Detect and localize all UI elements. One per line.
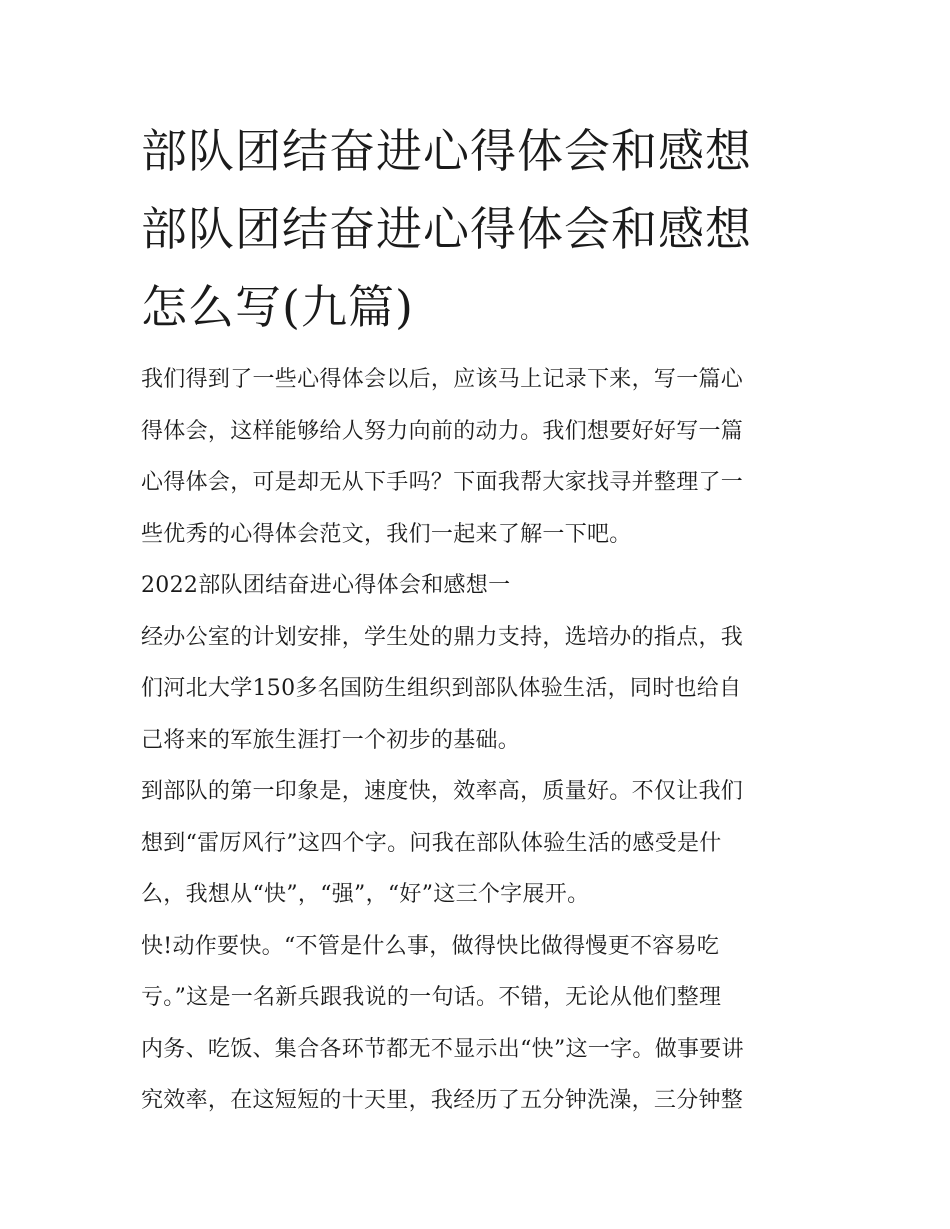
intro-paragraph <box>141 354 813 560</box>
text-line: 们河北大学150多名国防生组织到部队体验生活，同时也给自 <box>141 676 742 701</box>
text-line: 己将来的军旅生涯打一个初步的基础。 <box>141 727 521 753</box>
text-line: 想到“雷厉风行”这四个字。问我在部队体验生活的感受是什 <box>141 830 722 856</box>
text-line: 心得体会，可是却无从下手吗？下面我帮大家找寻并整理了一 <box>141 470 744 495</box>
document-page <box>141 112 813 1127</box>
text-line: 亏。”这是一名新兵跟我说的一句话。不错，无论从他们整理 <box>141 985 722 1010</box>
text-line: 经办公室的计划安排，学生处的鼎力支持，选培办的指点，我 <box>141 624 744 650</box>
document-title <box>141 112 813 346</box>
text-line: 到部队的第一印象是，速度快，效率高，质量好。不仅让我们 <box>141 779 744 804</box>
section-heading <box>141 560 813 612</box>
text-line: 得体会，这样能够给人努力向前的动力。我们想要好好写一篇 <box>141 418 744 444</box>
text-line: 2022部队团结奋进心得体会和感想一 <box>141 573 511 598</box>
title-line: 部队团结奋进心得体会和感想 <box>141 202 752 256</box>
text-line: 内务、吃饭、集合各环节都无不显示出“快”这一字。做事要讲 <box>141 1036 744 1062</box>
body-paragraph <box>141 612 813 767</box>
text-line: 我们得到了一些心得体会以后，应该马上记录下来，写一篇心 <box>141 367 744 392</box>
text-line: 究效率，在这短短的十天里，我经历了五分钟洗澡，三分钟整 <box>141 1088 744 1113</box>
body-paragraph <box>141 766 813 921</box>
text-line: 些优秀的心得体会范文，我们一起来了解一下吧。 <box>141 521 632 547</box>
body-paragraph <box>141 921 813 1127</box>
title-line: 部队团结奋进心得体会和感想 <box>141 124 752 178</box>
text-line: 快!动作要快。“不管是什么事，做得快比做得慢更不容易吃 <box>141 933 720 959</box>
title-line: 怎么写(九篇) <box>141 280 414 334</box>
text-line: 么，我想从“快”，“强”，“好”这三个字展开。 <box>141 882 590 907</box>
